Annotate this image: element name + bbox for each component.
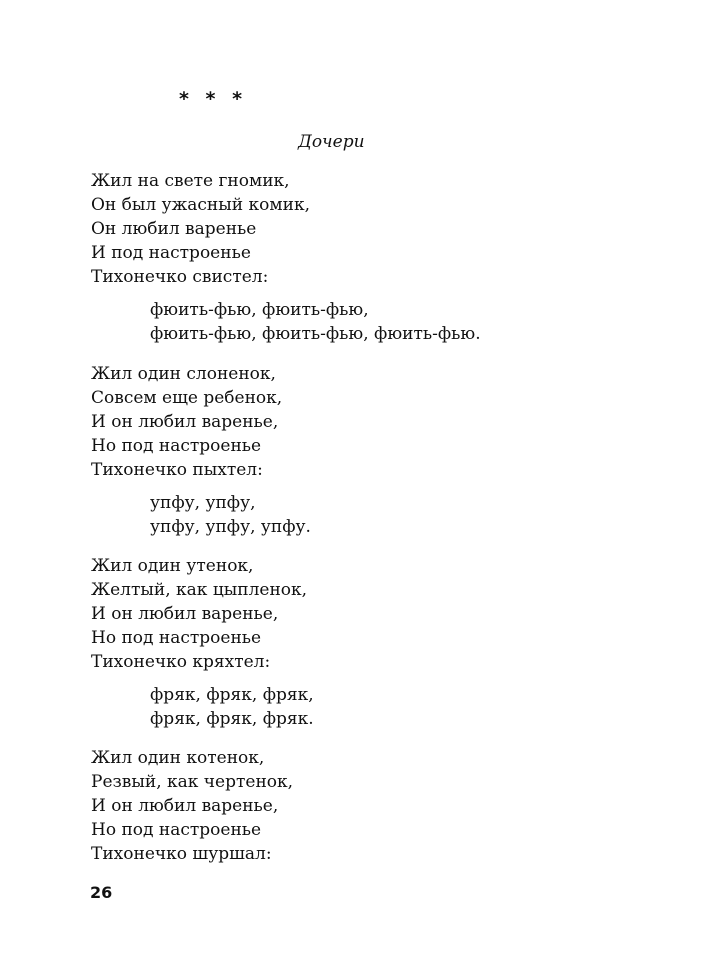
verse-line: Резвый, как чертенок, <box>91 772 294 792</box>
stanza-1 <box>91 169 310 289</box>
verse-line: Тихонечко кряхтел: <box>91 652 271 672</box>
verse-line: Но под настроенье <box>91 628 262 648</box>
stanza-3 <box>91 554 307 674</box>
refrain-line: фюить-фью, фюить-фью, <box>150 300 369 320</box>
stanza-4 <box>91 746 293 866</box>
page-number: 26 <box>90 883 113 902</box>
dedication: Дочери <box>298 132 365 152</box>
stanza-2 <box>91 362 282 482</box>
verse-line: Но под настроенье <box>91 436 262 456</box>
refrain-line: упфу, упфу, упфу. <box>150 517 311 537</box>
verse-line: Он любил варенье <box>91 219 257 239</box>
section-break-stars: * * * <box>179 88 248 110</box>
verse-line: И он любил варенье, <box>91 604 279 624</box>
refrain-2 <box>150 491 311 539</box>
verse-line: И он любил варенье, <box>91 412 279 432</box>
refrain-3 <box>150 683 314 731</box>
verse-line: Жил на свете гномик, <box>91 171 290 191</box>
refrain-line: фряк, фряк, фряк. <box>150 709 314 729</box>
verse-line: Совсем еще ребенок, <box>91 388 283 408</box>
verse-line: И он любил варенье, <box>91 796 279 816</box>
verse-line: Жил один котенок, <box>91 748 265 768</box>
verse-line: Желтый, как цыпленок, <box>91 580 308 600</box>
verse-line: Жил один утенок, <box>91 556 254 576</box>
refrain-line: упфу, упфу, <box>150 493 256 513</box>
refrain-line: фюить-фью, фюить-фью, фюить-фью. <box>150 324 481 344</box>
refrain-1 <box>150 298 481 346</box>
refrain-line: фряк, фряк, фряк, <box>150 685 314 705</box>
verse-line: Тихонечко шуршал: <box>91 844 272 864</box>
verse-line: И под настроенье <box>91 243 251 263</box>
verse-line: Жил один слоненок, <box>91 364 276 384</box>
verse-line: Он был ужасный комик, <box>91 195 310 215</box>
verse-line: Но под настроенье <box>91 820 262 840</box>
verse-line: Тихонечко свистел: <box>91 267 269 287</box>
verse-line: Тихонечко пыхтел: <box>91 460 263 480</box>
